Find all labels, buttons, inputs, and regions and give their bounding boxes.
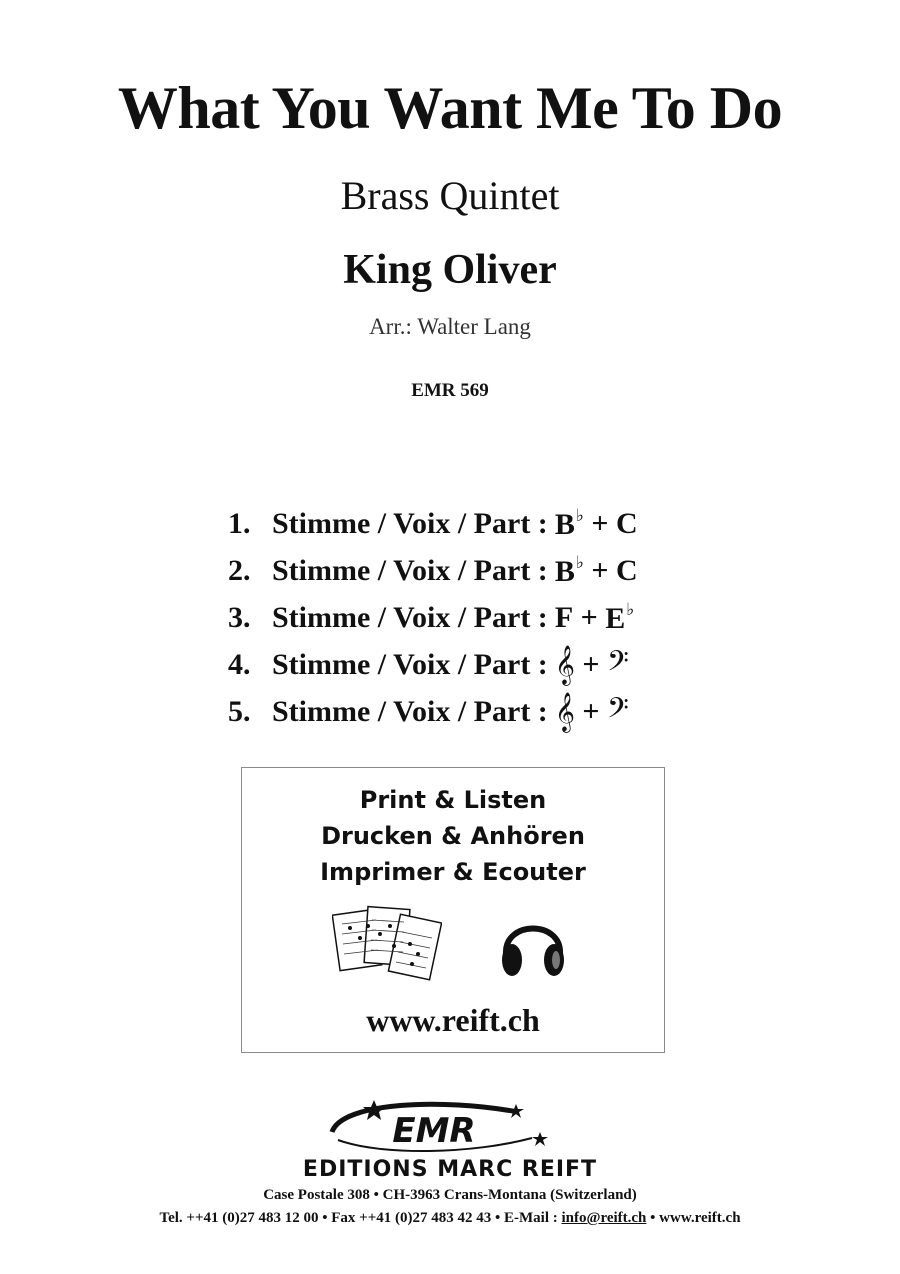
plus-sign: + xyxy=(591,506,609,540)
promo-line-de: Drucken & Anhören xyxy=(321,822,585,850)
part-keys xyxy=(555,506,638,542)
part-row-2 xyxy=(228,547,788,594)
key-b-flat: B♭ xyxy=(554,505,584,541)
print-listen-box xyxy=(241,767,665,1053)
website-link[interactable]: www.reift.ch xyxy=(366,1002,540,1038)
publisher-contact xyxy=(0,1210,900,1227)
publisher-address: Case Postale 308 • CH-3963 Crans-Montana (Switzerland) xyxy=(263,1187,637,1203)
contact-phone-fax: Tel. ++41 (0)27 483 12 00 • Fax ++41 (0)27 483 42 43 • E-Mail : xyxy=(159,1210,562,1226)
parts-list xyxy=(228,500,788,735)
plus-sign: + xyxy=(582,694,600,728)
part-label: Stimme / Voix / Part : xyxy=(272,600,548,634)
part-number: 2. xyxy=(228,553,251,587)
sheet-music-icon xyxy=(332,904,442,984)
arranger: Arr.: Walter Lang xyxy=(369,314,531,339)
part-number: 5. xyxy=(228,694,251,728)
logo-text: EMR xyxy=(392,1111,476,1151)
part-row-5 xyxy=(228,688,788,735)
key-b-flat: B♭ xyxy=(554,552,584,588)
contact-website: • www.reift.ch xyxy=(646,1210,741,1226)
plus-sign: + xyxy=(582,647,600,681)
part-number: 4. xyxy=(228,647,251,681)
composer: King Oliver xyxy=(343,247,557,293)
emr-logo xyxy=(322,1098,562,1158)
part-keys xyxy=(555,600,634,636)
part-label: Stimme / Voix / Part : xyxy=(272,506,548,540)
promo-line-fr: Imprimer & Ecouter xyxy=(320,858,586,886)
headphones-icon xyxy=(498,904,568,984)
page-title: What You Want Me To Do xyxy=(117,75,783,141)
plus-sign: + xyxy=(591,553,609,587)
catalog-number: EMR 569 xyxy=(411,380,489,401)
part-number: 3. xyxy=(228,600,251,634)
key-f: F xyxy=(554,600,574,634)
part-keys xyxy=(555,692,629,732)
promo-line-en: Print & Listen xyxy=(359,786,547,814)
key-c: C xyxy=(615,553,638,587)
treble-clef-icon: 𝄞 xyxy=(554,691,575,732)
key-c: C xyxy=(615,506,638,540)
part-row-1 xyxy=(228,500,788,547)
part-row-3 xyxy=(228,594,788,641)
email-link[interactable]: info@reift.ch xyxy=(561,1210,647,1226)
part-label: Stimme / Voix / Part : xyxy=(272,694,548,728)
part-row-4 xyxy=(228,641,788,688)
subtitle: Brass Quintet xyxy=(340,173,560,218)
part-keys xyxy=(555,645,629,685)
plus-sign: + xyxy=(580,600,598,634)
treble-clef-icon: 𝄞 xyxy=(554,644,575,685)
bass-clef-icon: 𝄢 xyxy=(607,691,629,732)
publisher-name: EDITIONS MARC REIFT xyxy=(302,1157,598,1182)
bass-clef-icon: 𝄢 xyxy=(607,644,629,685)
part-label: Stimme / Voix / Part : xyxy=(272,647,548,681)
part-label: Stimme / Voix / Part : xyxy=(272,553,548,587)
part-number: 1. xyxy=(228,506,251,540)
key-e-flat: E♭ xyxy=(605,599,635,635)
part-keys xyxy=(555,553,638,589)
